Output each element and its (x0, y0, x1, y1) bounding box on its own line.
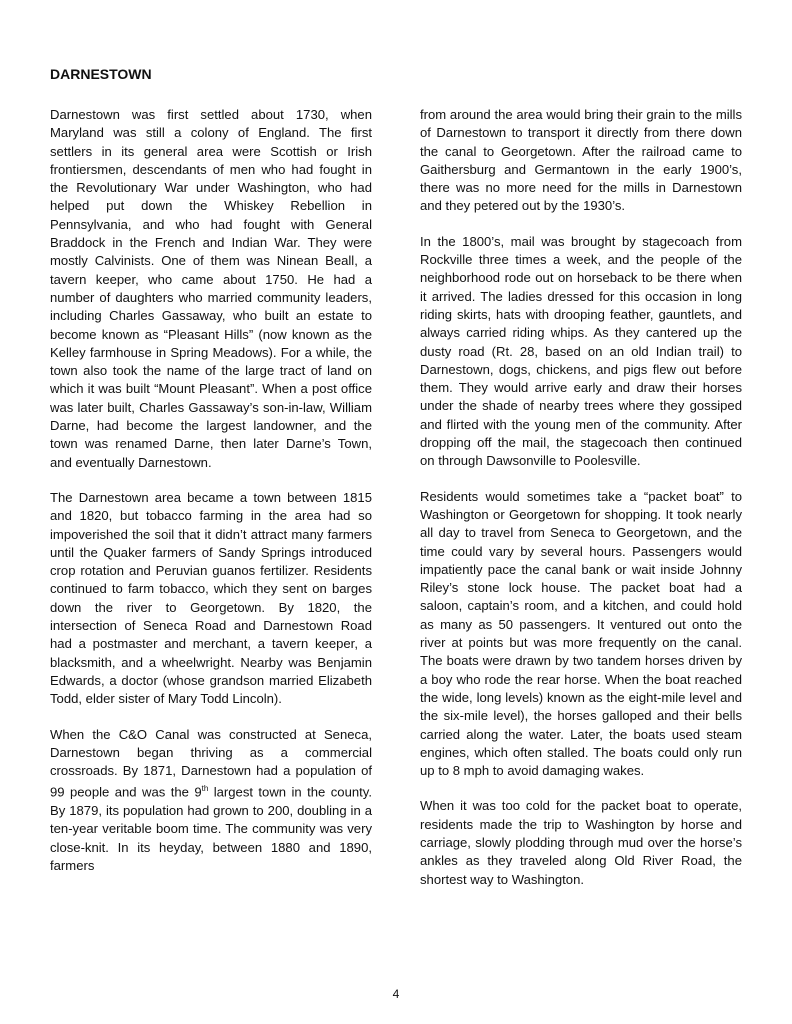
paragraph-canal-text-1: When the C&O Canal was constructed at Seneca, Darnestown began thriving as a commercial crossroads. By 1871, Darnestown had a population of 99 people and was the 9 (50, 726, 372, 800)
right-column (420, 106, 742, 906)
ordinal-superscript: th (201, 784, 209, 794)
paragraph-settlement: Darnestown was first settled about 1730, when Maryland was still a colony of England. The first settlers in its general area were Scottish or Irish frontiersmen, descendants of men who had fought in the Revolutionary War under Washington, who had helped put down the Whiskey Rebellion in Pennsylvania, and who had fought with General Braddock in the French and Indian War. They were mostly Calvinists. One of them was Ninean Beall, a tavern keeper, who came about 1750. He had a number of daughters who married community leaders, including Charles Gassaway, who built an estate to become known as “Pleasant Hills” (now known as the Kelley farmhouse in Spring Meadows). For a while, the town also took the name of the large tract of land on which it was built “Mount Pleasant”. When a post office was later built, Charles Gassaway’s son-in-law, William Darne, had become the largest landowner, and the town was renamed Darne, then later Darne’s Town, and eventually Darnestown. (50, 107, 372, 470)
paragraph-packet-boat: Residents would sometimes take a “packet boat” to Washington or Georgetown for shopping. It took nearly all day to travel from Seneca to Georgetown, and the time could vary by several hours. Passengers would impatiently pace the canal bank or wait inside Johnny Riley’s stone lock house. The packet boat had a saloon, captain’s room, and a kitchen, and could hold as many as 50 passengers. It ventured out onto the river at points but was more frequently on the canal. The boats were drawn by two tandem horses driven by a boy who rode the rear horse. When the boat reached the wide, long levels) known as the eight-mile level and the six-mile level), the horses galloped and their bells carried along the water. Later, the boats used steam engines, which often stalled. The boats could only run up to 8 mph to avoid damaging wakes. (420, 488, 742, 779)
paragraph-canal-text-2: largest town in the county. By 1879, its population had grown to 200, doubling in a ten-year veritable boom time. The community was very close-knit. In its heyday, between 1880 and 1890, farmers (50, 784, 372, 873)
page-number: 4 (392, 987, 400, 1001)
paragraph-horse-carriage: When it was too cold for the packet boat to operate, residents made the trip to Washington by horse and carriage, slowly plodding through mud over the horse’s ankles as they traveled along Old River Road, the shortest way to Washington. (420, 798, 742, 887)
paragraph-town-growth: The Darnestown area became a town between 1815 and 1820, but tobacco farming in the area had so impoverished the soil that it didn’t attract many farmers until the Quaker farmers of Sandy Springs introduced crop rotation and Peruvian guanos fertilizer. Residents continued to farm tobacco, which they sent on barges down the river to Georgetown. By 1820, the intersection of Seneca Road and Darnestown Road had a postmaster and merchant, a tavern keeper, a blacksmith, and a wheelwright. Nearby was Benjamin Edwards, a doctor (whose grandson married Elizabeth Todd, elder sister of Mary Todd Lincoln). (50, 489, 372, 707)
paragraph-stagecoach: In the 1800’s, mail was brought by stagecoach from Rockville three times a week, and the people of the neighborhood rode out on horseback to be there when it arrived. The ladies dressed for this occasion in long riding skirts, hats with drooping feather, gauntlets, and always carried riding whips. As they cantered up the dusty road (Rt. 28, based on an old Indian trail) to Darnestown, dogs, chickens, and pigs flew out before them. They would arrive early and draw their horses under the shade of nearby trees where they gossiped and flirted with the young men of the community. After dropping off the mail, the stagecoach then continued on through Dawsonville to Poolesville. (420, 233, 742, 469)
page-title: DARNESTOWN (50, 66, 152, 82)
paragraph-mills: from around the area would bring their grain to the mills of Darnestown to transport it directly from there down the canal to Georgetown. After the railroad came to Gaithersburg and Germantown in the early 1900’s, there was no more need for the mills in Darnestown and they petered out by the 1930’s. (420, 107, 742, 214)
paragraph-canal (50, 726, 372, 876)
left-column (50, 106, 372, 892)
